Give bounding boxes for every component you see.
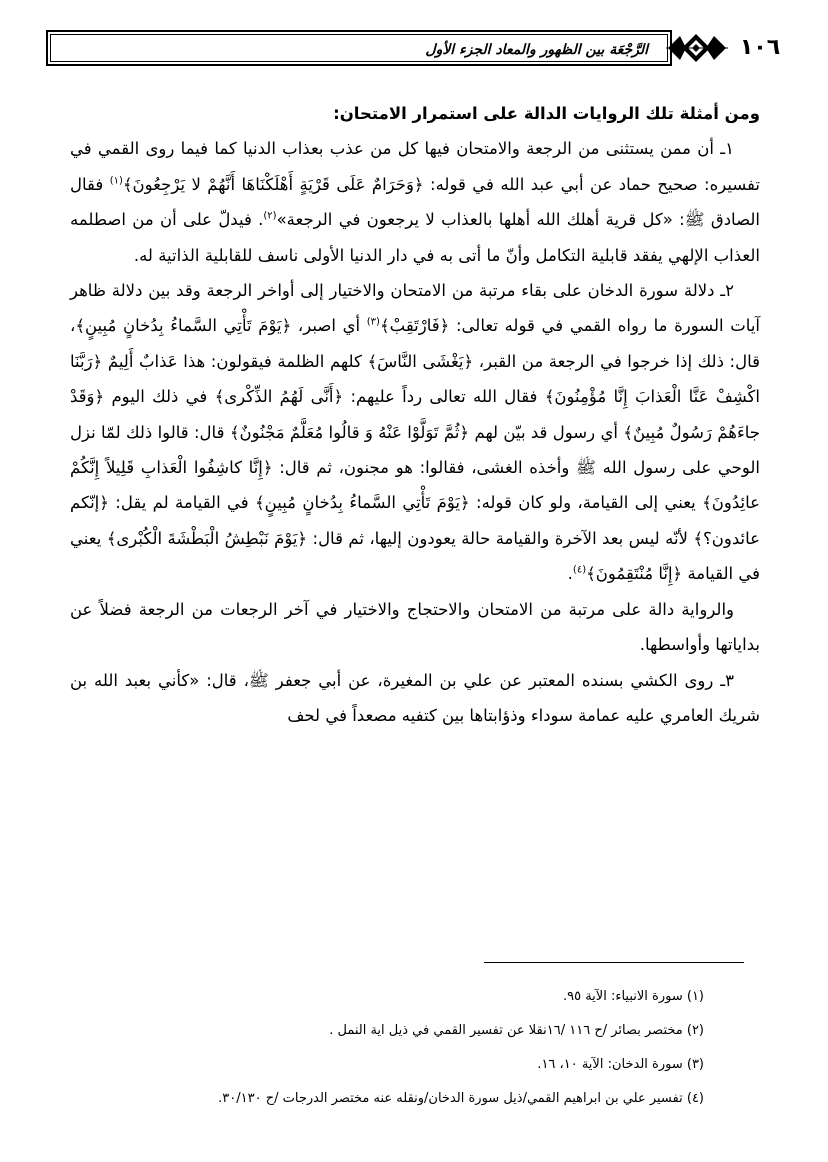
text-run: كلهم الظلمة فيقولون: هذا عَذابٌ أَلِيمٌ <box>102 351 368 371</box>
quran-verse: ﴿وَحَرَامٌ عَلَى قَرْيَةٍ أَهْلَكْنَاهَا أَنَّهُمْ لا يَرْجِعُونَ﴾ <box>122 174 424 194</box>
paragraph-1 <box>70 131 760 273</box>
text-run: لأنّه ليس بعد الآخرة والقيامة حالة يعودون إليها، ثم قال: <box>307 528 694 548</box>
text-run: فقال الله تعالى رداً عليهم: <box>343 387 545 407</box>
text-run: فقال الصادق ﷺ: «كل قرية أهلك الله أهلها بالعذاب لا يرجعون في الرجعة» <box>70 174 760 230</box>
ornament-icon <box>666 32 728 64</box>
text-run: يعني إلى القيامة، ولو كان قوله: <box>469 493 703 513</box>
quran-verse: ﴿إِنَّا كاشِفُوا الْعَذابِ قَلِيلاً إِنَّكُمْ عائِدُونَ﴾ <box>70 458 760 513</box>
quran-verse: ﴿ثُمَّ تَوَلَّوْا عَنْهُ وَ قالُوا مُعَلَّمٌ مَجْنُونٌ﴾ <box>229 422 470 442</box>
text-run: ، قال: ذلك إذا خرجوا في الرجعة من القبر، <box>70 316 760 371</box>
quran-verse: ﴿فَارْتَقِبْ﴾ <box>379 316 450 336</box>
quran-verse: ﴿إِنَّا مُنْتَقِمُونَ﴾ <box>586 564 683 584</box>
footnote-ref: (٤) <box>572 564 587 576</box>
text-run: أي رسول قد بيّن لهم <box>469 422 624 442</box>
text-run: يعني في القيامة <box>70 528 760 584</box>
footnote-ref: (٣) <box>366 316 380 328</box>
header-frame <box>46 30 672 66</box>
text-run: قال: قالوا ذلك لمّا نزل الوحي على رسول الله ﷺ وأخذه الغشى، فقالوا: هو مجنون، ثم قال: <box>70 422 760 478</box>
paragraph-3: والرواية دالة على مرتبة من الامتحان والاحتجاج والاختيار في آخر الرجعات من الرجعة فضلاً عن بداياتها وأواسطها. <box>70 599 760 655</box>
paragraph-4: ٣ـ روى الكشي بسنده المعتبر عن علي بن المغيرة، عن أبي جعفر ﷺ، قال: «كأني بعبد الله بن شريك العامري عليه عمامة سوداء وذؤابتاها بين كتفيه مصعداً في لحف <box>70 670 760 725</box>
page-header <box>46 28 786 72</box>
paragraph-2 <box>70 273 760 592</box>
footnote-divider <box>484 962 744 963</box>
text-run: في القيامة لم يقل: <box>108 493 255 513</box>
footnote-1: (١) سورة الانبياء: الآية ٩٥. <box>562 989 704 1004</box>
page-number: ١٠٦ <box>739 35 781 60</box>
running-title: الرَّجْعَة بين الظهور والمعاد الجزء الأول <box>425 42 648 58</box>
quran-verse: ﴿وَقَدْ جاءَهُمْ رَسُولٌ مُبِينٌ﴾ <box>70 387 760 442</box>
text-run: . <box>567 564 573 584</box>
main-text <box>70 96 760 733</box>
quran-verse: ﴿أَنَّى لَهُمُ الذِّكْرى﴾ <box>214 387 344 407</box>
footnote-3: (٣) سورة الدخان: الآية ١٠، ١٦. <box>537 1057 704 1072</box>
quran-verse: ﴿إنّكم عائدون؟﴾ <box>70 493 760 548</box>
footnote-4: (٤) تفسير علي بن ابراهيم القمي/ذيل سورة الدخان/ونقله عنه مختصر الدرجات /ح ٣٠/١٣٠. <box>218 1091 704 1106</box>
footnote-ref: (٢) <box>263 210 277 222</box>
text-run: ٢ـ دلالة سورة الدخان على بقاء مرتبة من الامتحان والاختيار إلى أواخر الرجعة وقد بين دلالة ظاهر آيات السورة ما رواه القمي في قوله تعالى: <box>70 281 760 336</box>
footnote-2: (٢) مختصر بصائر /ح ١١٦ /١٦نقلا عن تفسير القمي في ذيل اية النمل . <box>329 1023 704 1038</box>
section-heading: ومن أمثلة تلك الروايات الدالة على استمرار الامتحان: <box>333 104 760 123</box>
footnotes <box>70 980 760 1116</box>
quran-verse: ﴿يَغْشَى النَّاسَ﴾ <box>367 351 474 371</box>
text-run: أي اصبر، <box>291 316 367 336</box>
text-run: . فيدلّ على أن من اصطلمه العذاب الإلهي يفقد قابلية التكامل وأنّ ما أتى به في دار الدنيا الأولى ناسف للقابلية الذاتية له. <box>70 210 760 265</box>
quran-verse: ﴿يَوْمَ نَبْطِشُ الْبَطْشَةَ الْكُبْرى﴾ <box>106 528 308 548</box>
quran-verse: ﴿يَوْمَ تَأْتِي السَّماءُ بِدُخانٍ مُبِينٍ﴾ <box>255 493 470 513</box>
quran-verse: ﴿رَبَّنَا اكْشِفْ عَنَّا الْعَذابَ إِنَّا مُؤْمِنُونَ﴾ <box>70 351 760 407</box>
footnote-ref: (١) <box>109 175 123 187</box>
text-run: في ذلك اليوم <box>104 387 215 407</box>
text-run: ١ـ أن ممن يستثنى من الرجعة والامتحان فيها كل من عذب بعذاب الدنيا كما فيما روى القمي في تفسيره: صحيح حماد عن أبي عبد الله في قوله: <box>70 139 760 194</box>
quran-verse: ﴿يَوْمَ تَأْتِي السَّماءُ بِدُخانٍ مُبِينٍ﴾ <box>75 316 292 336</box>
